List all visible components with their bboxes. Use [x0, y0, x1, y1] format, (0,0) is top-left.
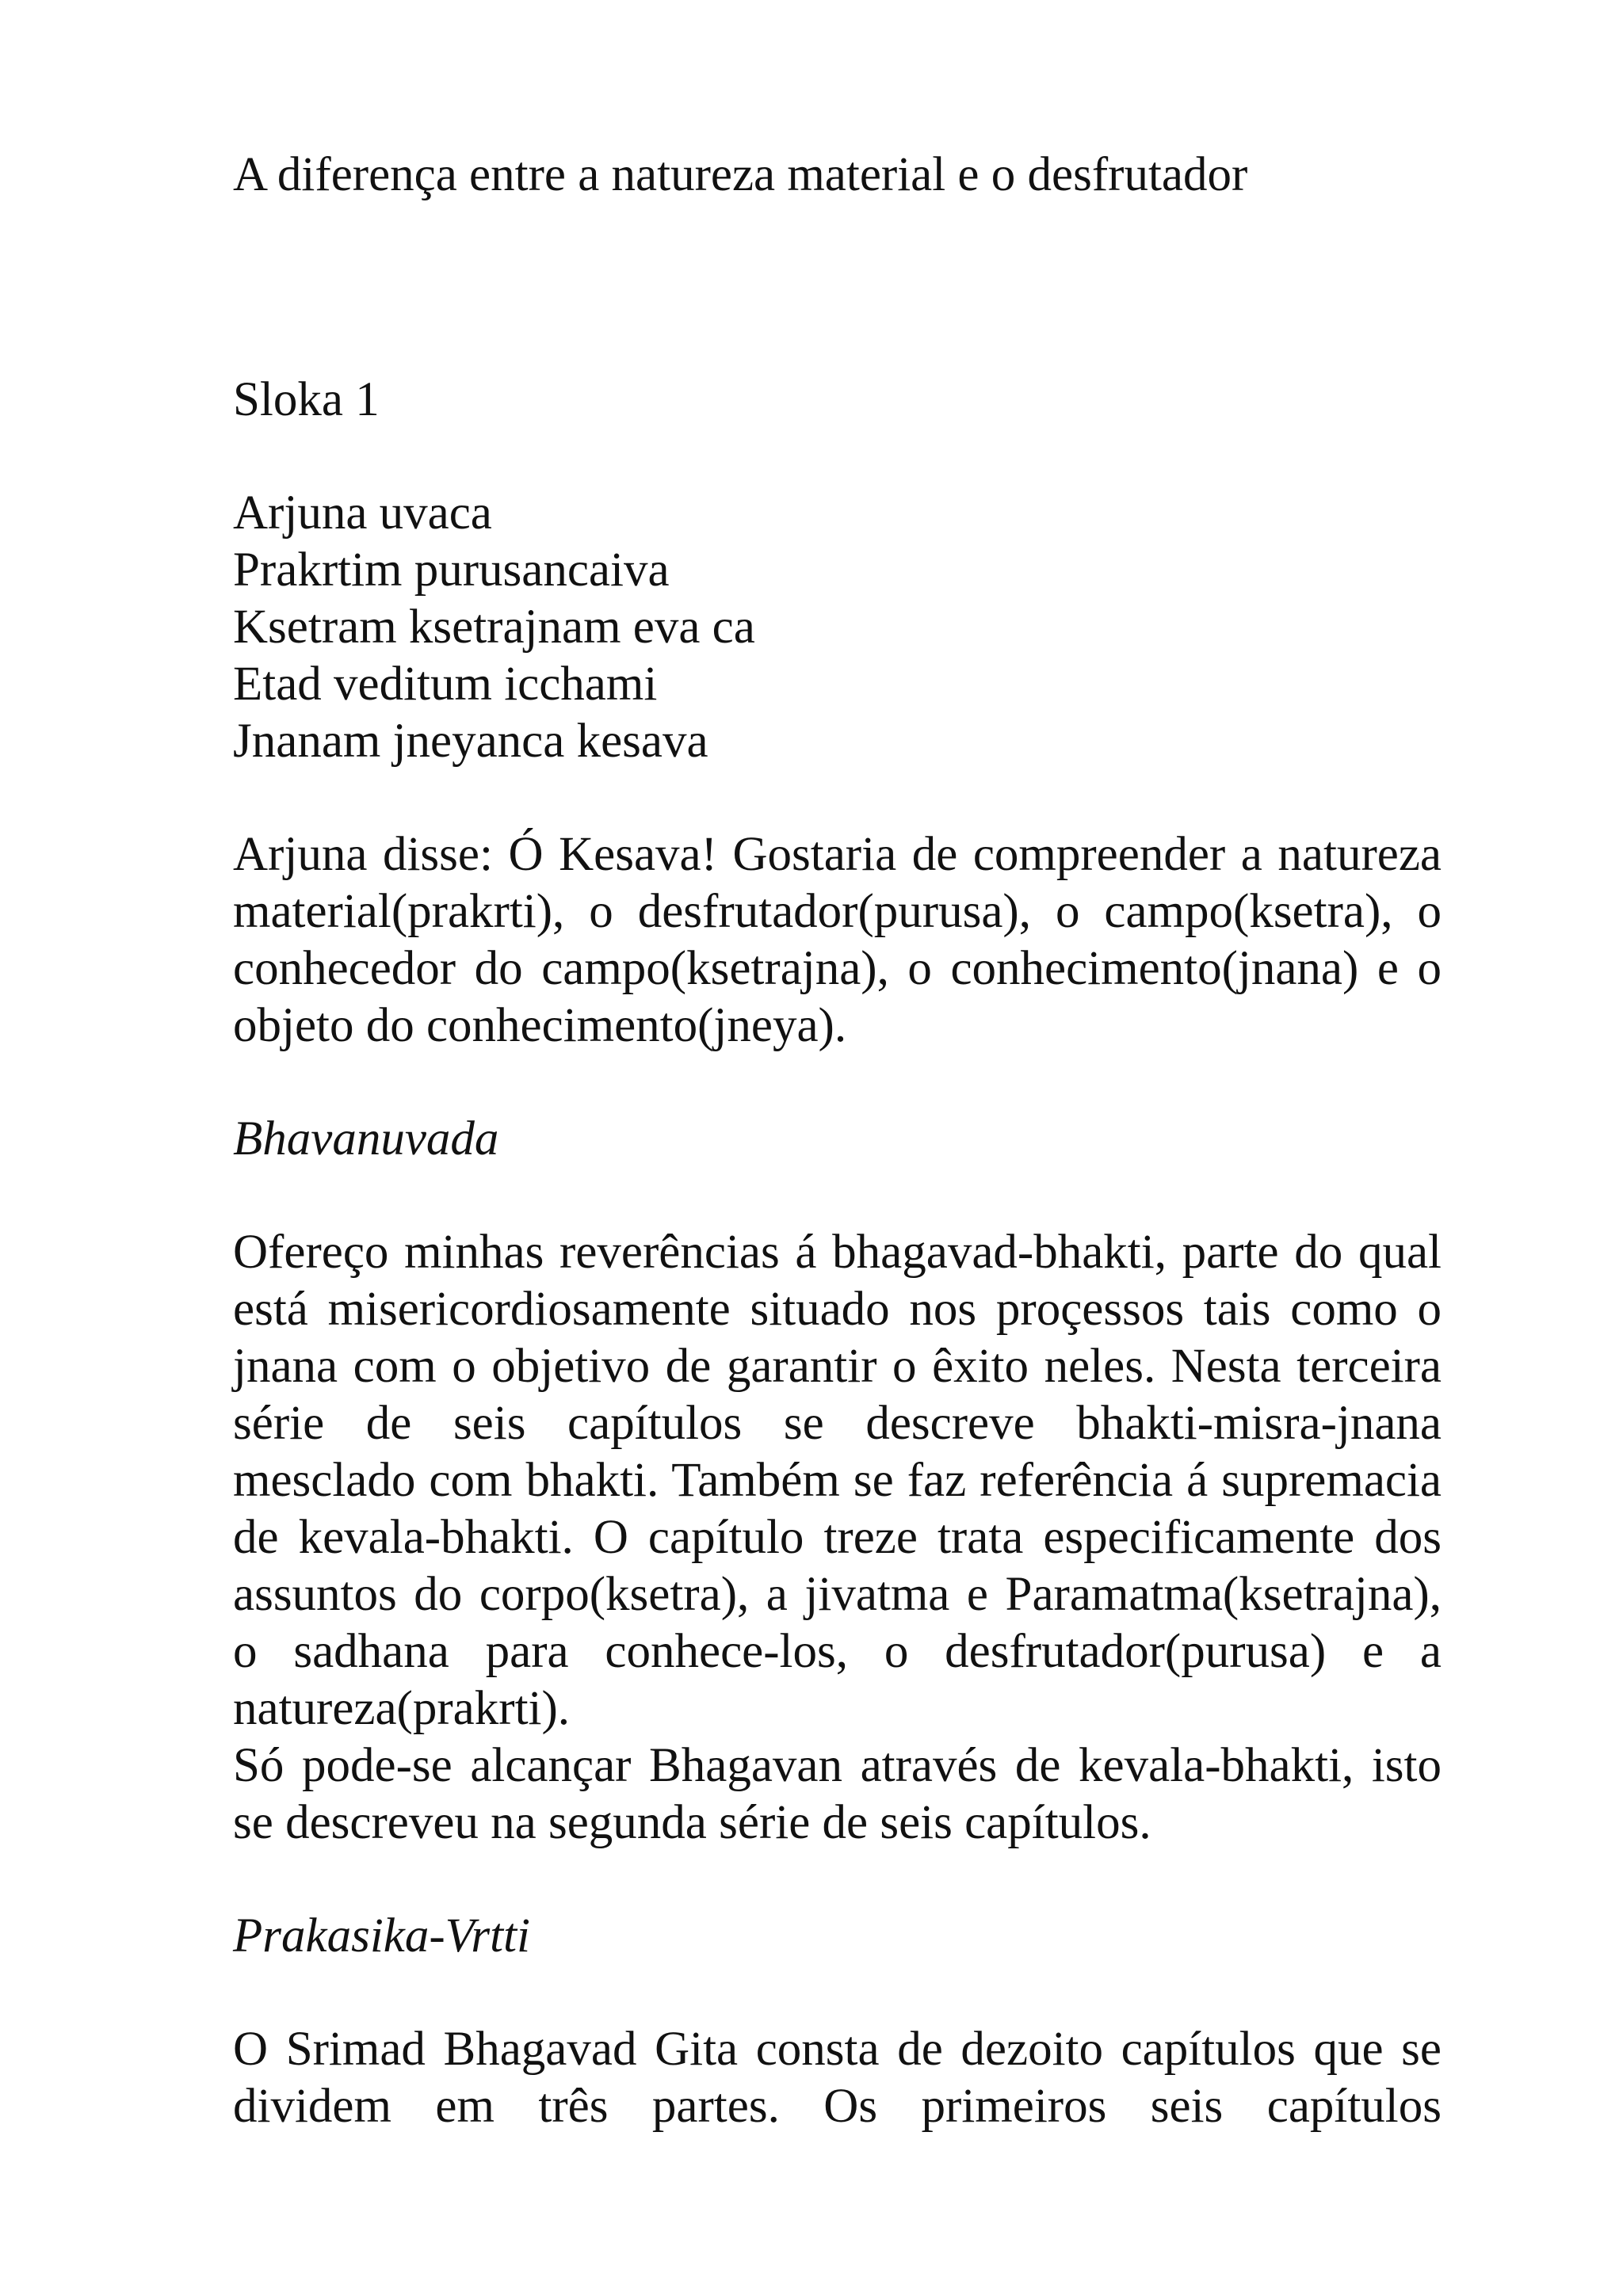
bhavanuvada-paragraph-continued: Só pode-se alcançar Bhagavan através de kevala-bhakti, isto se descreveu na segunda série de seis capítulos.: [233, 1739, 1442, 1849]
sanskrit-verse: [233, 485, 1442, 770]
prakasika-vrtti-paragraph: O Srimad Bhagavad Gita consta de dezoito capítulos que se dividem em três partes. Os primeiros seis capítulos: [233, 2023, 1442, 2133]
section-heading-prakasika-vrtti: Prakasika-Vrtti: [233, 1909, 530, 1962]
section-heading-bhavanuvada: Bhavanuvada: [233, 1112, 499, 1165]
verse-line: Etad veditum icchami: [233, 658, 658, 711]
bhavanuvada-paragraph: Ofereço minhas reverências á bhagavad-bhakti, parte do qual está misericordiosamente situado nos proçessos tais como o jnana com o objetivo de garantir o êxito neles. Nesta terceira série de seis capítulos se descreve bhakti-misra-jnana mesclado com bhakti. Também se faz referência á supremacia de kevala-bhakti. O capítulo treze trata especificamente dos assuntos do corpo(ksetra), a jivatma e Paramatma(ksetrajna), o sadhana para conhece-los, o desfrutador(purusa) e a natureza(prakrti).: [233, 1226, 1442, 1735]
document-page: [233, 147, 1442, 2135]
sloka-heading: Sloka 1: [233, 373, 380, 426]
verse-line: Prakrtim purusancaiva: [233, 543, 670, 597]
verse-line: Jnanam jneyanca kesava: [233, 715, 708, 768]
document-title: A diferença entre a natureza material e o desfrutador: [233, 148, 1248, 201]
verse-line: Arjuna uvaca: [233, 486, 492, 540]
verse-translation: Arjuna disse: Ó Kesava! Gostaria de compreender a natureza material(prakrti), o desfrutador(purusa), o campo(ksetra), o conhecedor do campo(ksetrajna), o conhecimento(jnana) e o objeto do conhecimento(jneya).: [233, 828, 1442, 1052]
verse-line: Ksetram ksetrajnam eva ca: [233, 601, 755, 654]
